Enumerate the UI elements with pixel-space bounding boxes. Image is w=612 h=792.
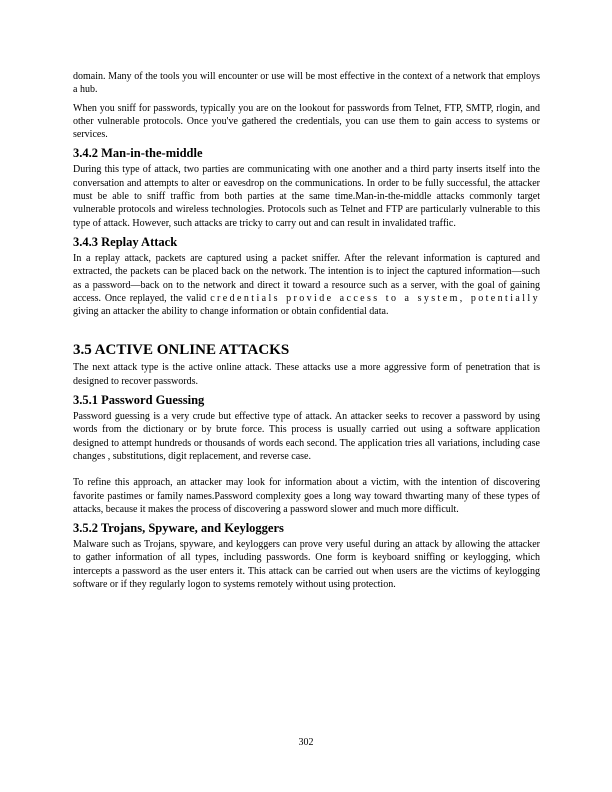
replay-text-part-1: In a replay attack, packets are captured using a packet sniffer. After the relevant information is captured and extracted, the packets can be placed back on the network. The intention is to inject the captured information—such as a password—back on to the network and direct it toward a resource such as a server, with the goal of gaining access. Once replayed, the valid [73,252,540,304]
section-body-3-5-1-a: Password guessing is a very crude but effective type of attack. An attacker seeks to recover a password by using words from the dictionary or by brute force. This process is usually carried out using a software application designed to attempt hundreds or thousands of words each second. The application tries all variations, including case changes , substitutions, digit replacement, and reverse case. [73,411,540,462]
intro-paragraph-2: When you sniff for passwords, typically you are on the lookout for passwords from Telnet, FTP, SMTP, rlogin, and other vulnerable protocols. Once you've gathered the credentials, you can use them to gain access to systems or services. [73,102,540,141]
section-heading-3-4-3: 3.4.3 Replay Attack [73,234,178,249]
section-body-3-5-2: Malware such as Trojans, spyware, and keyloggers can prove very useful during an attack by allowing the attacker to gather information of all types, including passwords. One form is keyboard sniffing or keylogging, which intercepts a password as the user enters it. This attack can be carried out when users are the victims of keylogging software or if they regularly logon to systems remotely without using protection. [73,539,540,591]
replay-text-part-2: giving an attacker the ability to change information or obtain confidential data. [73,306,389,318]
intro-paragraph-1: domain. Many of the tools you will encounter or use will be most effective in the context of a network that employs a hub. [73,71,540,96]
section-body-3-4-3 [73,252,540,318]
section-heading-3-4-2: 3.4.2 Man-in-the-middle [73,146,203,161]
section-body-3-5-1-b: To refine this approach, an attacker may look for information about a victim, with the intention of discovering favorite pastimes or family names.Password complexity goes a long way toward thwarting many of these types of attacks, because it makes the process of discovering a password slower and much more difficult. [73,477,540,515]
paragraph-spacer [73,463,540,476]
chapter-heading-3-5: 3.5 ACTIVE ONLINE ATTACKS [73,342,290,359]
page-number: 302 [298,737,314,748]
section-heading-3-5-1: 3.5.1 Password Guessing [73,393,205,408]
section-body-3-4-2: During this type of attack, two parties are communicating with one another and a third party inserts itself into the conversation and attempts to alter or eavesdrop on the communications. In order to be fully successful, the attacker must be able to sniff traffic from both parties at the same time.Man-in-the-middle attacks commonly target vulnerable protocols and wireless technologies. Protocols such as Telnet and FTP are particularly vulnerable to this type of attack. However, such attacks are tricky to carry out and can result in invalidated traffic. [73,164,540,229]
replay-text-spaced: credentials provide access to a system, potentially [210,292,540,304]
section-heading-3-5-2: 3.5.2 Trojans, Spyware, and Keyloggers [73,521,284,536]
section-body-3-5: The next attack type is the active online attack. These attacks use a more aggressive form of penetration that is designed to recover passwords. [73,362,540,387]
document-page [73,70,540,591]
